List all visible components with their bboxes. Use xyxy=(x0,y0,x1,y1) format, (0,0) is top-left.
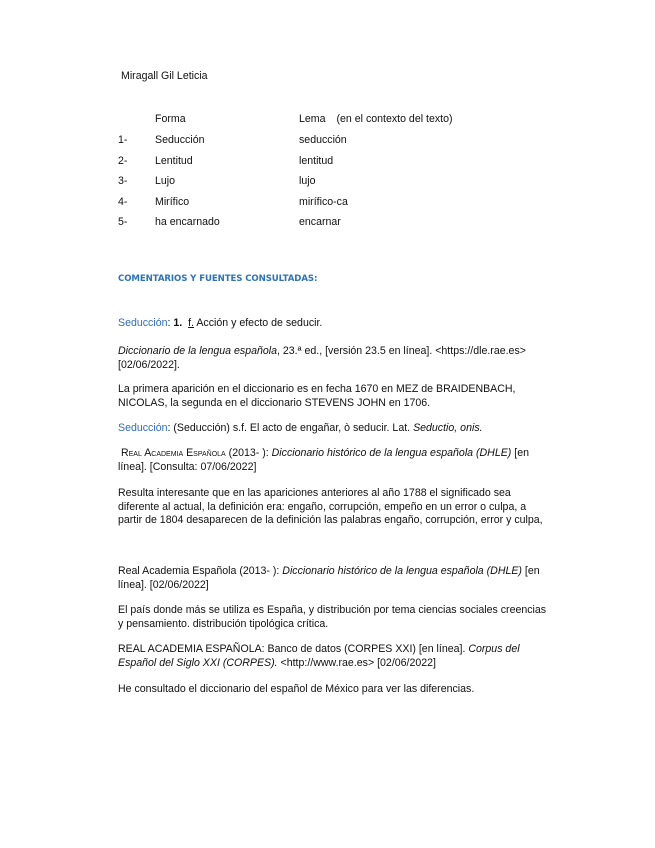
table-header-lema-label: Lema xyxy=(299,113,326,125)
table-row-form: Mirífico xyxy=(155,196,190,208)
section-title: COMENTARIOS Y FUENTES CONSULTADAS: xyxy=(118,274,318,284)
citation-dhle xyxy=(118,447,548,474)
citation-lead: REAL ACADEMIA ESPAÑOLA: Banco de datos (CORPES XXI) [en línea]. xyxy=(118,643,469,655)
citation-rest: [en línea]. [02/06/2022] xyxy=(118,565,540,591)
paragraph-meaning-change: Resulta interesante que en las apariciones anteriores al año 1788 el significado sea diferente al actual, la definición era: engaño, corrupción, empeño en un error o culpa, a partir de 1804 desaparecen de la definición las palabras engaño, corrupción, error y culpa, xyxy=(118,487,543,527)
table-row-form: Seducción xyxy=(155,134,205,146)
paragraph-distribution: El país donde más se utiliza es España, y distribución por tema ciencias sociales creencias y pensamiento. distribución tipológica crítica. xyxy=(118,604,547,630)
table-row-form: Lujo xyxy=(155,175,176,187)
definition-separator: : xyxy=(167,317,174,329)
table-row-lema: mirífico-ca xyxy=(299,196,348,208)
definition-text: Acción y efecto de seducir. xyxy=(194,317,323,329)
table-row-num: 3- xyxy=(118,175,128,187)
table-row-num: 2- xyxy=(118,155,128,167)
citation-dhle-2 xyxy=(118,565,548,592)
table-row-lema: lujo xyxy=(299,175,316,187)
paragraph-mexico: He consultado el diccionario del español de México para ver las diferencias. xyxy=(118,683,475,695)
sense-number: 1. xyxy=(173,317,183,329)
citation-rest: [en línea]. [Consulta: 07/06/2022] xyxy=(118,447,529,473)
citation-rest: , 23.ª ed., [versión 23.5 en línea]. <https://dle.rae.es> [02/06/2022]. xyxy=(118,345,526,371)
citation-corpes xyxy=(118,643,548,670)
table-row-lema: encarnar xyxy=(299,216,341,228)
table-row-lema: lentitud xyxy=(299,155,334,167)
paragraph-first-appearance: La primera aparición en el diccionario es en fecha 1670 en MEZ de BRAIDENBACH, NICOLAS, la segunda en el diccionario STEVENS JOHN en 1706. xyxy=(118,383,516,409)
citation-title: Corpus del Español del Siglo XXI (CORPES). xyxy=(118,643,520,669)
historical-definition-text: : (Seducción) s.f. El acto de engañar, ò seducir. Lat. xyxy=(167,422,414,434)
citation-title: Diccionario histórico de la lengua española (DHLE) xyxy=(282,565,522,577)
definition-historical xyxy=(118,422,548,436)
citation-author: Real Academia Española xyxy=(120,447,226,459)
table-row-num: 4- xyxy=(118,196,128,208)
table-row-lema: seducción xyxy=(299,134,347,146)
term-seduccion: Seducción xyxy=(118,317,168,329)
table-row-num: 1- xyxy=(118,134,128,146)
term-seduccion-historical: Seducción xyxy=(118,422,168,434)
table-row-form: Lentitud xyxy=(155,155,193,167)
table-row-form: ha encarnado xyxy=(155,216,220,228)
citation-rest: <http://www.rae.es> [02/06/2022] xyxy=(277,656,436,669)
citation-title: Diccionario de la lengua española xyxy=(118,345,278,357)
table-header-form: Forma xyxy=(155,113,186,125)
citation-lead: Real Academia Española (2013- ): xyxy=(118,565,283,577)
citation-mid: (2013- ): xyxy=(225,447,272,459)
table-header-note: (en el contexto del texto) xyxy=(336,113,453,125)
latin-etymon: Seductio, onis. xyxy=(413,422,483,434)
author-name: Miragall Gil Leticia xyxy=(121,70,208,82)
gram-category: f. xyxy=(188,317,194,329)
table-row-num: 5- xyxy=(118,216,128,228)
table-header-lema xyxy=(299,113,453,126)
definition-seduccion xyxy=(118,317,548,331)
citation-dle xyxy=(118,345,548,372)
citation-title: Diccionario histórico de la lengua española (DHLE) xyxy=(271,447,512,459)
